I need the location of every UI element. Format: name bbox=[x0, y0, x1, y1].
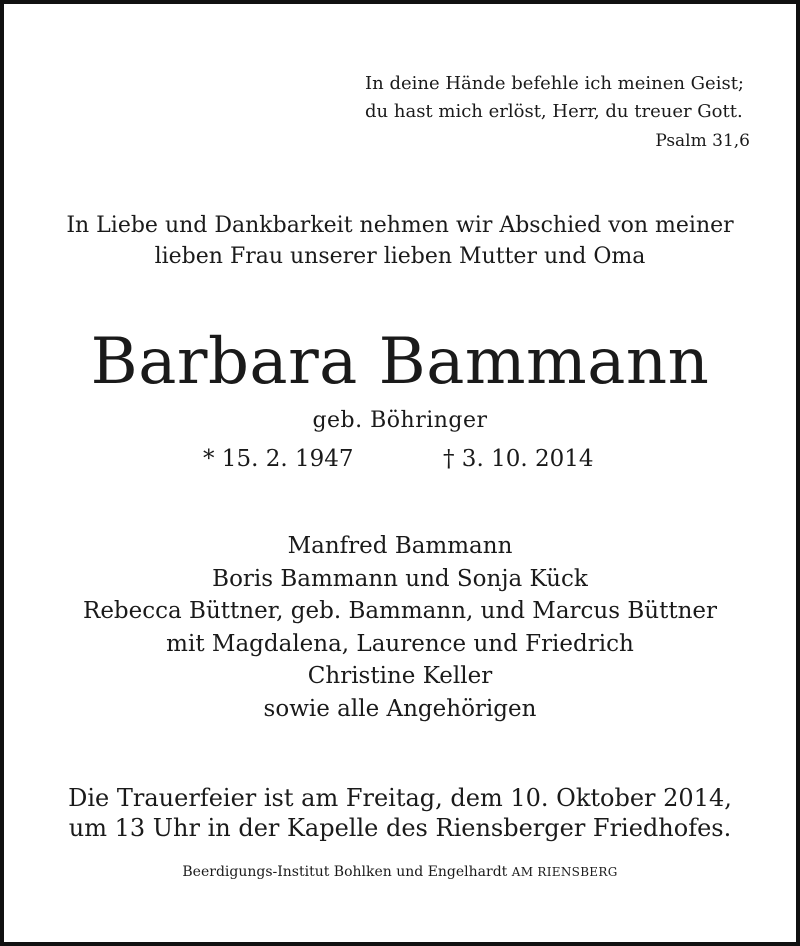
verse-line-1: In deine Hände befehle ich meinen Geist; bbox=[365, 73, 744, 94]
mourner-line: sowie alle Angehörigen bbox=[263, 695, 537, 722]
funeral-details bbox=[4, 783, 796, 843]
deceased-name: Barbara Bammann bbox=[90, 325, 710, 399]
verse-reference: Psalm 31,6 bbox=[655, 131, 750, 151]
mourner-line: mit Magdalena, Laurence und Friedrich bbox=[166, 630, 634, 657]
bible-verse bbox=[365, 70, 744, 126]
mourners-list bbox=[4, 530, 796, 726]
undertaker-credit bbox=[4, 862, 796, 882]
intro-text bbox=[4, 210, 796, 272]
mourner-line: Manfred Bammann bbox=[287, 533, 513, 559]
intro-line-1: In Liebe und Dankbarkeit nehmen wir Abschied von meiner bbox=[66, 213, 734, 238]
ceremony-line-2: um 13 Uhr in der Kapelle des Riensberger Friedhofes. bbox=[68, 814, 732, 842]
undertaker-location: AM RIENSBERG bbox=[511, 865, 618, 879]
maiden-name: geb. Böhringer bbox=[312, 408, 488, 433]
verse-line-2: du hast mich erlöst, Herr, du treuer Gott. bbox=[365, 101, 743, 122]
death-date: † 3. 10. 2014 bbox=[443, 446, 594, 472]
mourner-line: Boris Bammann und Sonja Kück bbox=[212, 565, 588, 592]
ceremony-line-1: Die Trauerfeier ist am Freitag, dem 10. Oktober 2014, bbox=[68, 784, 732, 812]
mourner-line: Christine Keller bbox=[307, 663, 493, 690]
intro-line-2: lieben Frau unserer lieben Mutter und Oma bbox=[154, 244, 646, 269]
birth-date: * 15. 2. 1947 bbox=[203, 446, 354, 472]
undertaker-name: Beerdigungs-Institut Bohlken und Engelhardt bbox=[182, 864, 508, 880]
mourner-line: Rebecca Büttner, geb. Bammann, und Marcus Büttner bbox=[83, 598, 717, 625]
